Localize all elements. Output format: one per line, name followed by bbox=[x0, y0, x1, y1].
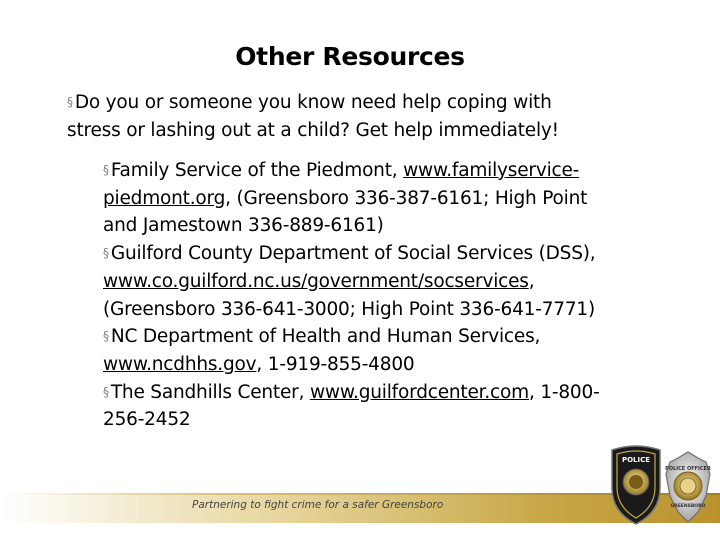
svg-text:GREENSBORO: GREENSBORO bbox=[670, 504, 706, 509]
list-item-sandhills bbox=[103, 379, 683, 434]
item-text: (Greensboro 336-641-3000; High Point 336-641-7771) bbox=[103, 298, 595, 320]
item-text: , 1-800- bbox=[528, 381, 600, 403]
svg-text:POLICE OFFICER: POLICE OFFICER bbox=[665, 466, 711, 472]
item-text: , (Greensboro 336-387-6161; High Point bbox=[225, 187, 588, 209]
item-text: , bbox=[528, 270, 535, 292]
svg-text:POLICE: POLICE bbox=[621, 456, 651, 464]
list-item-ncdhhs bbox=[103, 323, 683, 378]
footer-tagline: Partnering to fight crime for a safer Greensboro bbox=[192, 499, 444, 511]
item-text: , 1-919-855-4800 bbox=[256, 353, 415, 375]
item-text: The Sandhills Center, bbox=[110, 381, 310, 403]
bullet-icon: § bbox=[103, 163, 109, 177]
bullet-icon: § bbox=[103, 384, 109, 399]
item-text: Guilford County Department of Social Services (DSS), bbox=[110, 243, 596, 265]
main-bullet-line1: Do you or someone you know need help coping with bbox=[74, 92, 552, 113]
guilford-center-link[interactable]: www.guilfordcenter.com bbox=[309, 381, 529, 403]
dss-link[interactable]: www.co.guilford.nc.us/government/socservices bbox=[103, 270, 529, 292]
bullet-icon: § bbox=[67, 95, 73, 109]
shoulder-patch-icon bbox=[612, 446, 660, 524]
item-text: 256-2452 bbox=[103, 409, 191, 431]
item-text: Family Service of the Piedmont, bbox=[110, 160, 404, 181]
bullet-icon: § bbox=[103, 246, 109, 261]
officer-badge-icon bbox=[665, 452, 711, 522]
list-item-family-service bbox=[103, 157, 683, 240]
family-service-link-cont[interactable]: piedmont.org bbox=[103, 187, 226, 209]
resource-list bbox=[103, 157, 683, 434]
ncdhhs-link[interactable]: www.ncdhhs.gov bbox=[103, 353, 257, 375]
slide-title: Other Resources bbox=[235, 42, 465, 71]
list-item-dss bbox=[103, 240, 683, 323]
main-bullet bbox=[67, 88, 667, 145]
police-badges-logo bbox=[606, 440, 716, 540]
bullet-icon: § bbox=[103, 329, 109, 344]
item-text: NC Department of Health and Human Services, bbox=[110, 326, 541, 348]
item-text: and Jamestown 336-889-6161) bbox=[103, 215, 384, 237]
family-service-link[interactable]: www.familyservice- bbox=[403, 160, 580, 181]
main-bullet-line2: stress or lashing out at a child? Get help immediately! bbox=[67, 120, 559, 141]
